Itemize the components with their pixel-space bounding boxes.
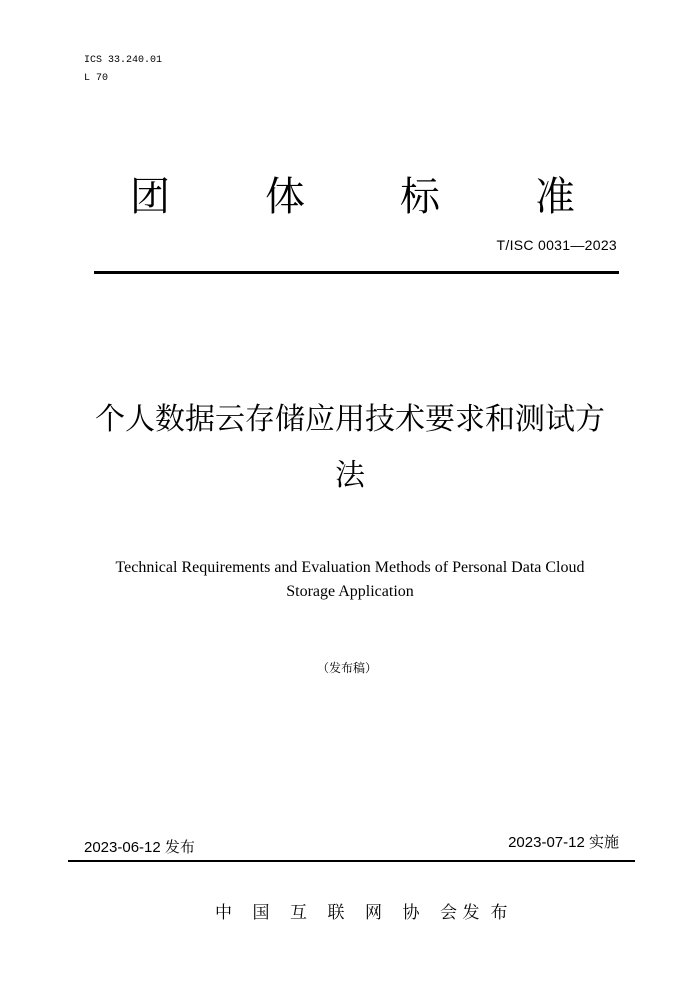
publisher-name: 中国互联网协会 — [215, 903, 478, 923]
ics-code: ICS 33.240.01 — [84, 55, 163, 66]
standard-category-heading: 团体标准 — [130, 174, 670, 220]
publisher-action: 发布 — [462, 903, 519, 923]
implement-date: 2023-07-12 实施 — [508, 834, 619, 851]
ccs-code: L 70 — [84, 73, 109, 84]
draft-status: （发布稿） — [316, 661, 377, 675]
standard-number: T/ISC 0031—2023 — [496, 237, 617, 253]
footer-divider — [68, 860, 635, 862]
document-title-cn: 个人数据云存储应用技术要求和测试方法 — [95, 402, 605, 493]
publisher-line — [215, 903, 519, 923]
publish-date: 2023-06-12 发布 — [84, 839, 195, 856]
header-divider — [94, 271, 619, 274]
document-title-en: Technical Requirements and Evaluation Methods of Personal Data Cloud Storage Application — [115, 559, 585, 600]
